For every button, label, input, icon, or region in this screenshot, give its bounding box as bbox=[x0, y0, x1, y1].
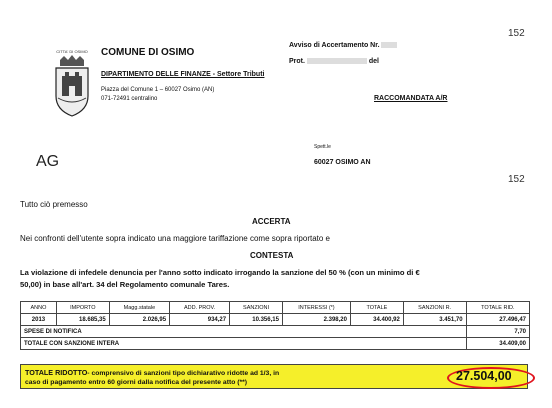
table-header-row bbox=[21, 302, 530, 314]
reduced-total-text-1: - comprensivo di sanzioni tipo dichiarativo ridotte ad 1/3, in bbox=[87, 370, 280, 377]
accerta-text: Nei confronti dell'utente sopra indicato una maggiore tariffazione come sopra riportato e bbox=[20, 234, 331, 243]
notice-protocol bbox=[289, 58, 379, 65]
table-cell: 934,27 bbox=[170, 314, 230, 326]
reduced-total-value: 27.504,00 bbox=[456, 369, 512, 383]
totale-row bbox=[21, 338, 530, 350]
page-number-top: 152 bbox=[508, 28, 525, 39]
table-header: TOTALE bbox=[350, 302, 403, 314]
table-header: TOTALE RID. bbox=[466, 302, 529, 314]
contesta-heading: CONTESTA bbox=[250, 251, 294, 260]
table-cell: 2.398,20 bbox=[282, 314, 350, 326]
city-crest-logo bbox=[50, 48, 94, 118]
totale-label: TOTALE CON SANZIONE INTERA bbox=[21, 338, 467, 350]
address-line-1: Piazza del Comune 1 – 60027 Osimo (AN) bbox=[101, 87, 215, 93]
notice-protocol-label: Prot. bbox=[289, 58, 305, 65]
page-number-second: 152 bbox=[508, 174, 525, 185]
address-line-2: 071-72491 centralino bbox=[101, 96, 158, 102]
notice-number-label: Avviso di Accertamento Nr. bbox=[289, 42, 380, 49]
notice-protocol-date: del bbox=[368, 58, 379, 65]
table-row bbox=[21, 314, 530, 326]
table-cell: 3.451,70 bbox=[403, 314, 466, 326]
table-header: INTERESSI (*) bbox=[282, 302, 350, 314]
table-header: SANZIONI R. bbox=[403, 302, 466, 314]
reduced-total-text bbox=[25, 368, 279, 387]
department-name: DIPARTIMENTO DELLE FINANZE - Settore Tributi bbox=[101, 71, 265, 78]
table-header: Magg.statale bbox=[109, 302, 169, 314]
table-cell: 2.026,95 bbox=[109, 314, 169, 326]
spese-row bbox=[21, 326, 530, 338]
notice-number bbox=[289, 42, 397, 49]
premise-text: Tutto ciò premesso bbox=[20, 200, 88, 209]
crest-label: CITTA' DI OSIMO bbox=[56, 49, 88, 54]
recipient-spett: Spett.le bbox=[314, 144, 331, 150]
table-cell: 10.356,15 bbox=[230, 314, 283, 326]
spese-label: SPESE DI NOTIFICA bbox=[21, 326, 467, 338]
table-cell: 34.400,92 bbox=[350, 314, 403, 326]
table-header: ADD. PROV. bbox=[170, 302, 230, 314]
table-cell: 27.496,47 bbox=[466, 314, 529, 326]
table-cell: 18.685,35 bbox=[56, 314, 109, 326]
recipient-initials: AG bbox=[36, 153, 60, 170]
violation-line-1: La violazione di infedele denuncia per l'anno sotto indicato irrogando la sanzione del 50 % (con un minimo di € bbox=[20, 268, 420, 277]
table-cell: 2013 bbox=[21, 314, 57, 326]
recipient-city: 60027 OSIMO AN bbox=[314, 159, 371, 166]
spese-value: 7,70 bbox=[466, 326, 529, 338]
table-header: IMPORTO bbox=[56, 302, 109, 314]
violation-line-2: 50,00) in base all'art. 34 del Regolamento comunale Tares. bbox=[20, 280, 230, 289]
table-header: SANZIONI bbox=[230, 302, 283, 314]
reduced-total-label: TOTALE RIDOTTO bbox=[25, 368, 88, 377]
accerta-heading: ACCERTA bbox=[252, 217, 291, 226]
registered-mail: RACCOMANDATA A/R bbox=[374, 95, 448, 102]
assessment-table bbox=[20, 301, 530, 350]
table-header: ANNO bbox=[21, 302, 57, 314]
totale-value: 34.409,00 bbox=[466, 338, 529, 350]
municipality-name: COMUNE DI OSIMO bbox=[101, 47, 195, 58]
reduced-total-text-2: caso di pagamento entro 60 giorni dalla notifica del presente atto (**) bbox=[25, 379, 248, 386]
